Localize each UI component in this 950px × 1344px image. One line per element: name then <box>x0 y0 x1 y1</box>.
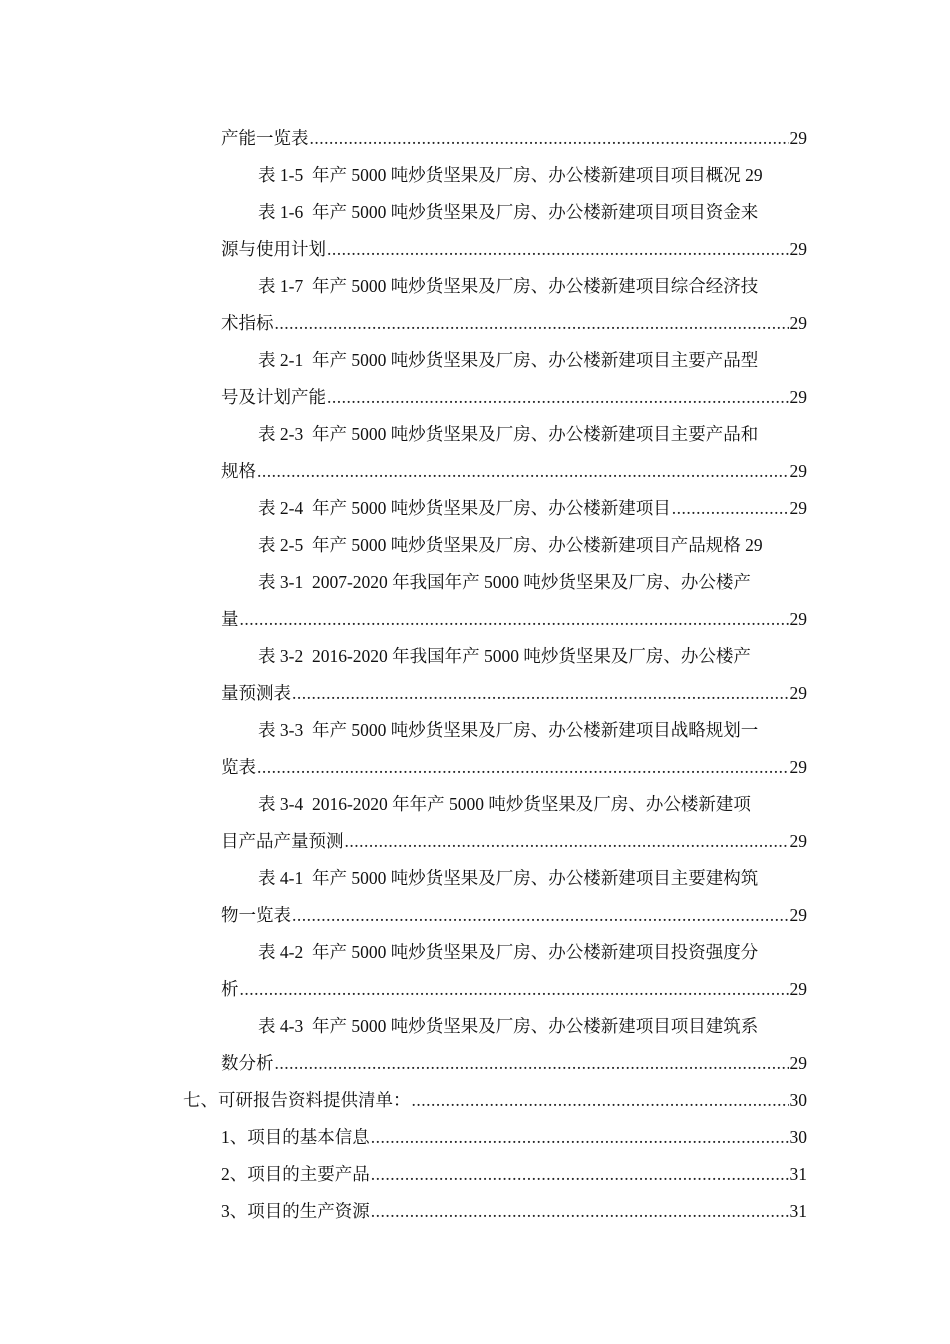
toc-entry-label: 表 2-4 <box>258 498 304 518</box>
toc-page-number: 30 <box>789 1127 807 1147</box>
toc-entry-text: 规格 <box>221 461 256 481</box>
dot-leader <box>371 1156 789 1193</box>
toc-entry-label: 表 3-2 <box>258 646 304 666</box>
toc-entry-text: 年产 5000 吨炒货坚果及厂房、办公楼新建项目项目资金来 <box>311 202 759 222</box>
toc-entry-label: 表 3-1 <box>258 572 304 592</box>
toc-line <box>0 416 950 453</box>
toc-line <box>0 712 950 749</box>
toc-entry-label: 表 1-5 <box>258 165 304 185</box>
toc-subitem-3[interactable] <box>221 1193 807 1230</box>
toc-line <box>0 860 950 897</box>
toc-entry-label: 表 1-6 <box>258 202 304 222</box>
toc-entry-t3-1[interactable] <box>258 564 807 601</box>
toc-line <box>0 231 950 268</box>
toc-line <box>0 786 950 823</box>
toc-entry-t4-2-cont[interactable] <box>221 971 807 1008</box>
dot-leader <box>275 1045 789 1082</box>
toc-line <box>0 527 950 564</box>
toc-entry-t3-4[interactable] <box>258 786 807 823</box>
toc-entry-t1-7[interactable] <box>258 268 807 305</box>
toc-line <box>0 342 950 379</box>
toc-line <box>0 897 950 934</box>
dot-leader <box>327 379 789 416</box>
toc-line <box>0 1193 950 1230</box>
toc-entry-text: 2007-2020 年我国年产 5000 吨炒货坚果及厂房、办公楼产 <box>311 572 751 592</box>
toc-subitem-text: 3、项目的生产资源 <box>221 1201 370 1221</box>
toc-entry-t3-2[interactable] <box>258 638 807 675</box>
toc-line <box>0 971 950 1008</box>
dot-leader <box>275 305 789 342</box>
toc-subitem-text: 1、项目的基本信息 <box>221 1127 370 1147</box>
toc-entry-t2-1-cont[interactable] <box>221 379 807 416</box>
toc-entry-text: 源与使用计划 <box>221 239 326 259</box>
toc-entry-t1-5[interactable] <box>258 157 807 194</box>
toc-entry-t3-4-cont[interactable] <box>221 823 807 860</box>
toc-page-number: 31 <box>789 1164 807 1184</box>
toc-entry-label: 表 2-3 <box>258 424 304 444</box>
dot-leader <box>412 1082 789 1119</box>
toc-entry-label: 表 3-4 <box>258 794 304 814</box>
dot-leader <box>371 1193 789 1230</box>
toc-entry-t4-3[interactable] <box>258 1008 807 1045</box>
toc-line <box>0 1008 950 1045</box>
toc-entry-t2-3-cont[interactable] <box>221 453 807 490</box>
toc-line <box>0 490 950 527</box>
toc-entry-label: 表 2-1 <box>258 350 304 370</box>
toc-entry-t4-1[interactable] <box>258 860 807 897</box>
toc-line <box>0 638 950 675</box>
toc-entry-text: 年产 5000 吨炒货坚果及厂房、办公楼新建项目主要建构筑 <box>311 868 759 888</box>
toc-page-number: 29 <box>789 905 807 925</box>
toc-entry-capacity-cont[interactable] <box>221 120 807 157</box>
toc-entry-t3-1-cont[interactable] <box>221 601 807 638</box>
toc-entry-label: 表 3-3 <box>258 720 304 740</box>
toc-line <box>0 1156 950 1193</box>
toc-page-number: 30 <box>789 1090 807 1110</box>
toc-entry-text: 数分析 <box>221 1053 274 1073</box>
toc-entry-text: 量 <box>221 609 239 629</box>
toc-page-number: 29 <box>789 609 807 629</box>
toc-entry-t4-2[interactable] <box>258 934 807 971</box>
toc-line <box>0 749 950 786</box>
table-of-contents <box>0 120 950 1230</box>
dot-leader <box>257 749 789 786</box>
toc-line <box>0 601 950 638</box>
dot-leader <box>345 823 789 860</box>
toc-line <box>0 268 950 305</box>
toc-line <box>0 1082 950 1119</box>
dot-leader <box>310 120 789 157</box>
toc-entry-t1-6-cont[interactable] <box>221 231 807 268</box>
dot-leader <box>292 897 789 934</box>
dot-leader <box>240 971 789 1008</box>
dot-leader <box>292 675 789 712</box>
toc-entry-text: 号及计划产能 <box>221 387 326 407</box>
toc-page-number: 29 <box>789 128 807 148</box>
toc-page-number: 29 <box>789 979 807 999</box>
toc-entry-label: 表 4-3 <box>258 1016 304 1036</box>
toc-page-number: 29 <box>789 683 807 703</box>
toc-entry-text: 物一览表 <box>221 905 291 925</box>
toc-line <box>0 1045 950 1082</box>
toc-entry-text: 年产 5000 吨炒货坚果及厂房、办公楼新建项目 <box>311 498 671 518</box>
dot-leader <box>240 601 789 638</box>
toc-entry-t2-5[interactable] <box>258 527 807 564</box>
toc-entry-text: 年产 5000 吨炒货坚果及厂房、办公楼新建项目项目建筑系 <box>311 1016 759 1036</box>
toc-entry-text: 年产 5000 吨炒货坚果及厂房、办公楼新建项目产品规格 <box>311 535 741 555</box>
toc-entry-label: 表 1-7 <box>258 276 304 296</box>
toc-entry-t3-3[interactable] <box>258 712 807 749</box>
toc-line <box>0 453 950 490</box>
toc-entry-t4-1-cont[interactable] <box>221 897 807 934</box>
toc-entry-text: 析 <box>221 979 239 999</box>
toc-section-title: 七、可研报告资料提供清单： <box>183 1090 411 1110</box>
toc-entry-t2-4[interactable] <box>258 490 807 527</box>
toc-entry-text: 量预测表 <box>221 683 291 703</box>
toc-entry-t3-3-cont[interactable] <box>221 749 807 786</box>
toc-entry-text: 年产 5000 吨炒货坚果及厂房、办公楼新建项目战略规划一 <box>311 720 759 740</box>
dot-leader <box>371 1119 789 1156</box>
toc-page-number: 29 <box>789 239 807 259</box>
dot-leader <box>257 453 789 490</box>
toc-entry-label: 表 4-1 <box>258 868 304 888</box>
toc-entry-text: 览表 <box>221 757 256 777</box>
toc-line <box>0 823 950 860</box>
toc-line <box>0 194 950 231</box>
toc-entry-t1-6[interactable] <box>258 194 807 231</box>
toc-subitem-2[interactable] <box>221 1156 807 1193</box>
toc-line <box>0 120 950 157</box>
toc-page-number: 29 <box>745 165 763 185</box>
toc-entry-text: 术指标 <box>221 313 274 333</box>
toc-page-number: 29 <box>789 831 807 851</box>
toc-page-number: 29 <box>745 535 763 555</box>
toc-entry-t2-1[interactable] <box>258 342 807 379</box>
toc-entry-label: 表 4-2 <box>258 942 304 962</box>
toc-page-number: 29 <box>789 387 807 407</box>
toc-page-number: 29 <box>789 498 807 518</box>
toc-line <box>0 934 950 971</box>
toc-entry-text: 年产 5000 吨炒货坚果及厂房、办公楼新建项目主要产品和 <box>311 424 759 444</box>
toc-entry-text: 年产 5000 吨炒货坚果及厂房、办公楼新建项目投资强度分 <box>311 942 759 962</box>
toc-entry-text: 年产 5000 吨炒货坚果及厂房、办公楼新建项目项目概况 <box>311 165 741 185</box>
toc-page-number: 29 <box>789 313 807 333</box>
toc-section-7[interactable] <box>183 1082 807 1119</box>
toc-entry-t3-2-cont[interactable] <box>221 675 807 712</box>
toc-line <box>0 564 950 601</box>
toc-entry-text: 2016-2020 年我国年产 5000 吨炒货坚果及厂房、办公楼产 <box>311 646 751 666</box>
toc-line <box>0 1119 950 1156</box>
toc-entry-text: 年产 5000 吨炒货坚果及厂房、办公楼新建项目综合经济技 <box>311 276 759 296</box>
toc-line <box>0 675 950 712</box>
toc-line <box>0 379 950 416</box>
toc-subitem-text: 2、项目的主要产品 <box>221 1164 370 1184</box>
toc-line <box>0 157 950 194</box>
toc-entry-text: 产能一览表 <box>221 128 309 148</box>
dot-leader <box>672 490 789 527</box>
toc-entry-text: 2016-2020 年年产 5000 吨炒货坚果及厂房、办公楼新建项 <box>311 794 751 814</box>
toc-entry-t2-3[interactable] <box>258 416 807 453</box>
dot-leader <box>327 231 789 268</box>
toc-entry-label: 表 2-5 <box>258 535 304 555</box>
toc-page-number: 29 <box>789 1053 807 1073</box>
toc-page-number: 29 <box>789 461 807 481</box>
toc-entry-t1-7-cont[interactable] <box>221 305 807 342</box>
toc-page-number: 31 <box>789 1201 807 1221</box>
toc-entry-text: 年产 5000 吨炒货坚果及厂房、办公楼新建项目主要产品型 <box>311 350 759 370</box>
toc-subitem-1[interactable] <box>221 1119 807 1156</box>
toc-page-number: 29 <box>789 757 807 777</box>
toc-line <box>0 305 950 342</box>
toc-entry-t4-3-cont[interactable] <box>221 1045 807 1082</box>
toc-entry-text: 目产品产量预测 <box>221 831 344 851</box>
